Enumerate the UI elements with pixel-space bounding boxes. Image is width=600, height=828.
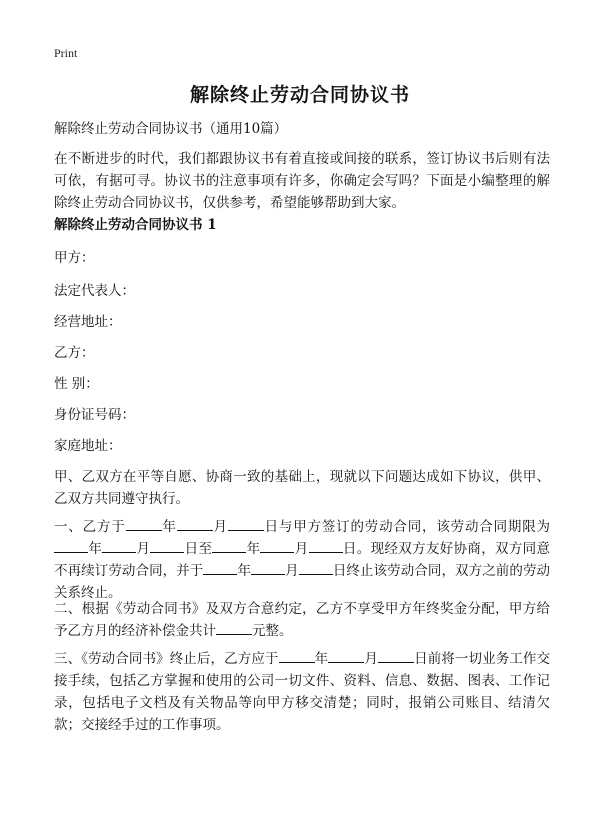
print-link[interactable]: Print [54,46,78,60]
section-heading: 解除终止劳动合同协议书 1 [54,217,217,233]
clause-2: 二、根据《劳动合同书》及双方合意约定，乙方不享受甲方年终奖金分配，甲方给予乙方月的经济补偿金共计 元整。 [54,601,550,639]
document-subtitle: 解除终止劳动合同协议书（通用10篇） [54,121,288,137]
document-title: 解除终止劳动合同协议书 [189,84,410,106]
home-address-field: 家庭地址： [54,438,122,454]
id-number-field: 身份证号码： [54,407,135,423]
clause-3: 三、《劳动合同书》终止后，乙方应于 年 月 日前将一切业务工作交接手续，包括乙方掌握和使用的公司一切文件、资料、信息、数据、图表、工作记录，包括电子文档及有关物品等向甲方移交清楚；同时，报销公司账目、结清欠款；交接经手过的工作事项。 [54,648,550,736]
address-field: 经营地址： [54,314,122,330]
clause-1: 一、乙方于 年 月 日与甲方签订的劳动合同，该劳动合同期限为年 月 日至 年 月 日。现经双方友好协商，双方同意不再续订劳动合同，并于 年 月 日终止该劳动合同，双方之前的劳动关系终止。 [54,516,550,604]
legal-rep-field: 法定代表人： [54,283,135,299]
agreement-intro: 甲、乙双方在平等自愿、协商一致的基础上，现就以下问题达成如下协议，供甲、乙双方共同遵守执行。 [54,469,550,507]
intro-paragraph: 在不断进步的时代，我们都跟协议书有着直接或间接的联系，签订协议书后则有法可依，有据可寻。协议书的注意事项有许多，你确定会写吗？下面是小编整理的解除终止劳动合同协议书，仅供参考，希望能够帮助到大家。 [54,151,550,211]
party-b-field: 乙方： [54,345,95,361]
party-a-field: 甲方： [54,250,95,266]
gender-field: 性 别： [54,376,99,392]
